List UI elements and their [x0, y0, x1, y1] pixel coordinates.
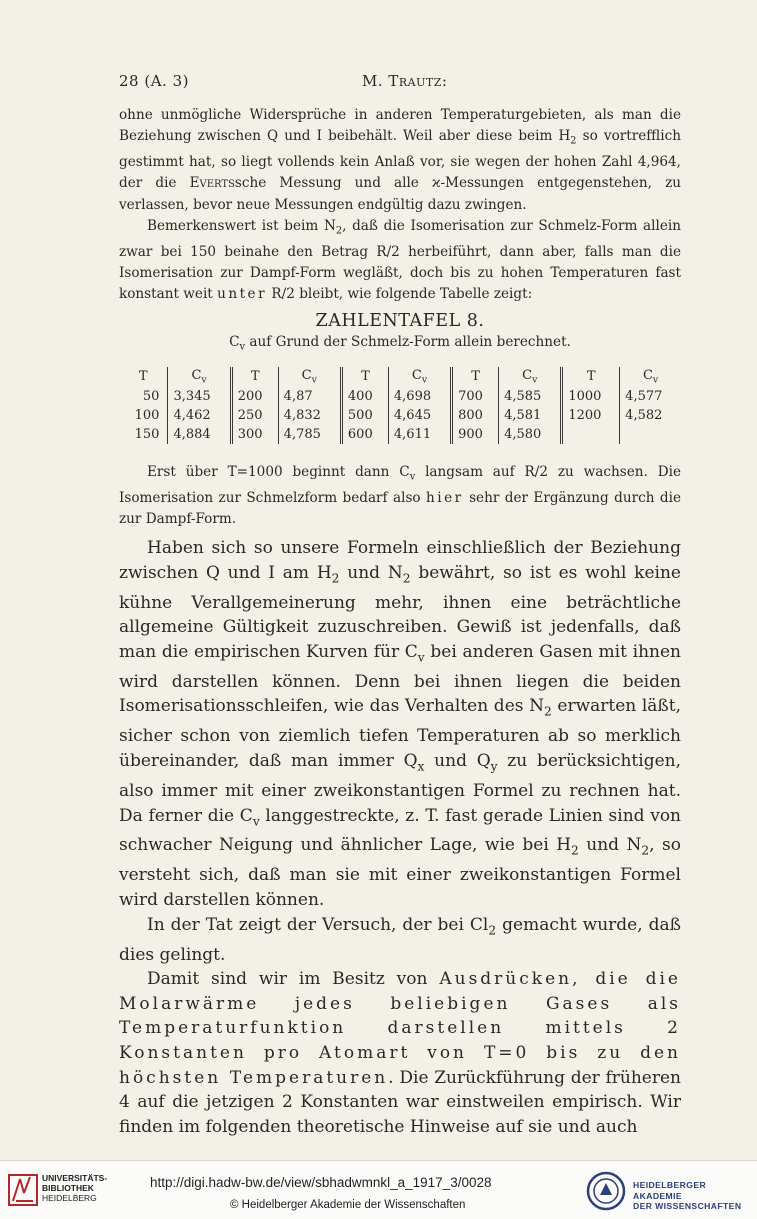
- paragraph-haben: Haben sich so unsere Formeln einschließlich der Beziehung zwischen Q und I am $H_2$ und $N_2$ bewährt, so ist es wohl keine kühne Verallgemeinerung mehr, ihnen eine beträchtliche allgemeine Gültigkeit zuzuschreiben. Gewiß ist jedenfalls, daß man die empirischen Kurven für $C_v$ bei anderen Gasen mit ihnen wird darstellen können. Denn bei ihnen liegen die beiden Isomerisationsschleifen, wie das Verhalten des $N_2$ erwarten läßt, sicher schon von ziemlich tiefen Temperaturen ab so merklich übereinander, daß man immer $Q_x$ und $Q_y$ zu berücksichtigen, also immer mit einer zweikonstantigen Formel zu rechnen hat. Da ferner die $C_v$ langgestreckte, z. T. fast gerade Linien sind von schwacher Neigung und ähnlicher Lage, wie bei $H_2$ und $N_2$, so versteht sich, daß man sie mit einer zweikonstantigen Formel wird darstellen können.: [119, 538, 682, 911]
- academy-seal-icon: [585, 1171, 627, 1211]
- paragraph-damit: Damit sind wir im Besitz von Ausdrücken, die die Molarwärme jedes beliebigen Gases als Temperaturfunktion darstellen mittels 2 Konstanten pro Atomart von T=0 bis zu den höchsten Temperaturen. Die Zurückführung der früheren 4 auf die jetzigen 2 Konstanten war einstweilen empirisch. Wir finden im folgenden theoretische Hinweise auf sie und auch: [119, 969, 681, 1137]
- table-subtitle: $C_v$ auf Grund der Schmelz-Form allein berechnet.: [229, 334, 571, 353]
- page-number: 28 (A. 3): [119, 72, 189, 90]
- main-text: [119, 536, 681, 1139]
- paragraph-continuation: ohne unmögliche Widersprüche in anderen Temperaturgebieten, als man die Beziehung zwischen Q und I beibehält. Weil aber diese beim $H_2$ so vortrefflich gestimmt hat, so liegt vollends kein Anlaß vor, sie wegen der hohen Zahl 4,964, der die Evertssche Messung und alle ϰ-Messungen entgegenstehen, zu verlassen, bevor neue Messungen endgültig dazu zwingen.: [119, 107, 681, 213]
- paragraph-tat: In der Tat zeigt der Versuch, der bei $Cl_2$ gemacht wurde, daß dies gelingt.: [119, 914, 682, 965]
- table-header-row: T $C_v$ T $C_v$ T $C_v$ T $C_v$ T $C_v$: [119, 367, 681, 387]
- intro-paragraphs: [119, 105, 681, 305]
- academy-name: HEIDELBERGER AKADEMIE DER WISSENSCHAFTEN: [633, 1180, 742, 1211]
- table-row: 50 3,345 200 4,87 400 4,698 700 4,585 1000 4,577: [119, 387, 681, 406]
- data-table: [119, 367, 681, 444]
- viewer-footer: [0, 1160, 757, 1219]
- copyright-notice: © Heidelberger Akademie der Wissenschaften: [230, 1199, 466, 1211]
- paragraph-bemerkenswert: Bemerkenswert ist beim $N_2$, daß die Isomerisation zur Schmelz-Form allein zwar bei 150 beinahe den Betrag R/2 herbeiführt, dann aber, falls man die Isomerisation zur Dampf-Form wegläßt, doch bis zu hohen Temperaturen fast konstant weit unter R/2 bleibt, wie folgende Tabelle zeigt:: [119, 217, 681, 303]
- permalink-url[interactable]: http://digi.hadw-bw.de/view/sbhadwmnkl_a_1917_3/0028: [150, 1175, 492, 1190]
- table-row: 150 4,884 300 4,785 600 4,611 900 4,580: [119, 425, 681, 444]
- running-title: M. Trautz:: [362, 72, 448, 90]
- table-row: 100 4,462 250 4,832 500 4,645 800 4,581 1200 4,582: [119, 406, 681, 425]
- table-title: ZAHLENTAFEL 8.: [315, 311, 485, 331]
- table-note: Erst über T=1000 beginnt dann $C_v$ langsam auf R/2 zu wachsen. Die Isomerisation zur Schmelzform bedarf also hier sehr der Ergänzung durch die zur Dampf-Form.: [119, 464, 681, 528]
- library-name: UNIVERSITÄTS- BIBLIOTHEK HEIDELBERG: [42, 1173, 108, 1203]
- university-library-logo-icon: [8, 1171, 38, 1209]
